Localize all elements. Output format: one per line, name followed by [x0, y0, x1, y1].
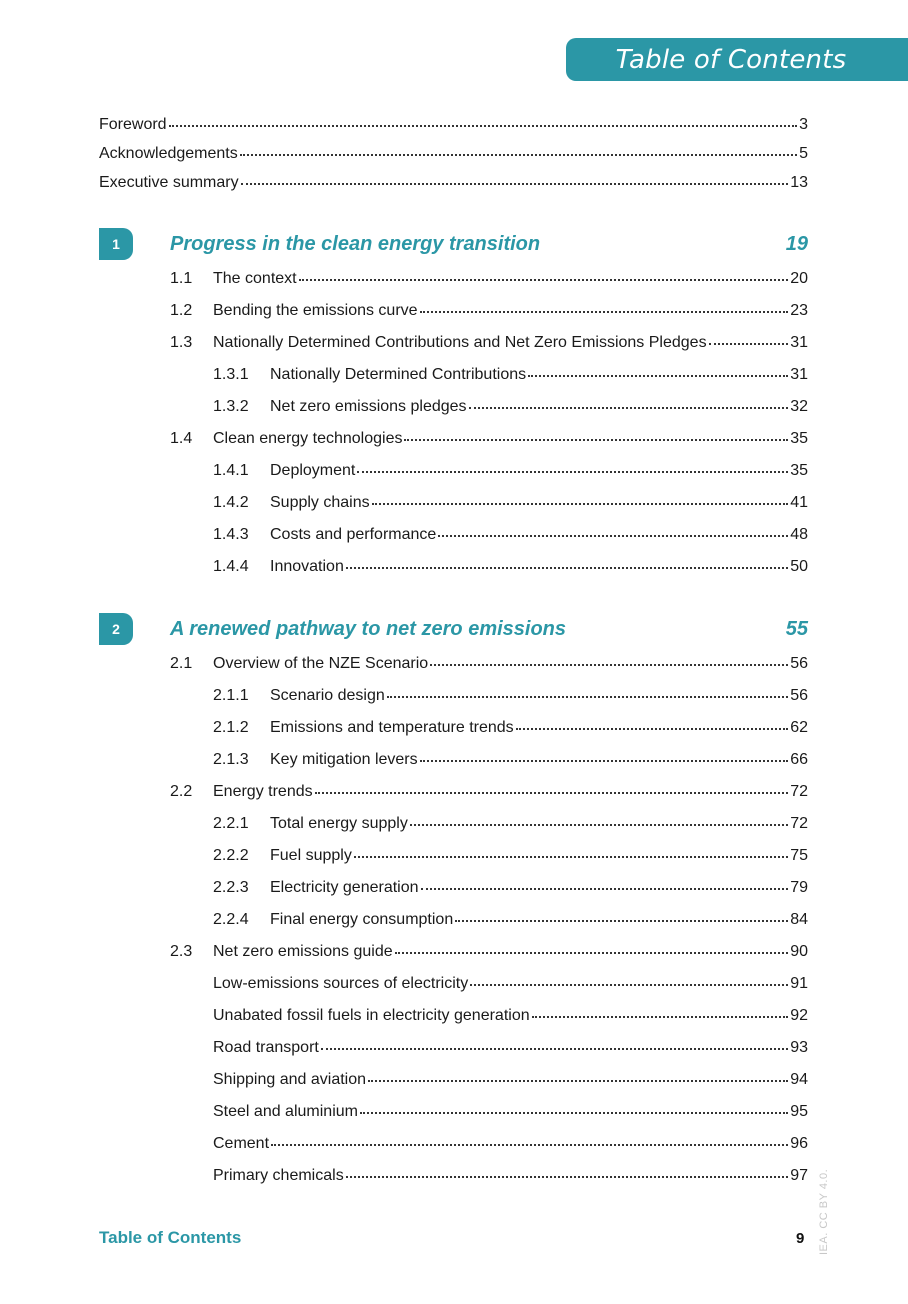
toc-front-matter-entry[interactable] — [99, 113, 808, 135]
toc-subsection-entry[interactable] — [213, 555, 808, 577]
toc-entry-page: 23 — [790, 302, 808, 319]
dot-leader — [430, 664, 788, 666]
toc-entry-number: 1.4.1 — [213, 462, 249, 479]
toc-subsection-entry[interactable] — [213, 876, 808, 898]
dot-leader — [346, 567, 788, 569]
toc-subsection-entry[interactable] — [213, 908, 808, 930]
toc-subsection-entry[interactable] — [213, 716, 808, 738]
chapter-page: 19 — [785, 232, 808, 255]
toc-entry-title: Acknowledgements — [99, 145, 238, 162]
dot-leader — [438, 535, 788, 537]
toc-entry-number: 1.4.4 — [213, 558, 249, 575]
toc-entry-number: 2.2.3 — [213, 879, 249, 896]
dot-leader — [404, 439, 788, 441]
toc-front-matter-entry[interactable] — [99, 142, 808, 164]
toc-entry-number: 1.3.2 — [213, 398, 249, 415]
toc-entry-page: 35 — [790, 462, 808, 479]
toc-entry-page: 91 — [790, 975, 808, 992]
dot-leader — [421, 888, 789, 890]
toc-entry-page: 35 — [790, 430, 808, 447]
toc-entry-number: 2.2.1 — [213, 815, 249, 832]
chapter-number: 1 — [112, 236, 120, 252]
toc-entry-number: 1.3.1 — [213, 366, 249, 383]
toc-entry-number: 2.1.1 — [213, 687, 249, 704]
chapter-page: 55 — [785, 617, 808, 640]
chapter-number-badge — [99, 613, 133, 645]
dot-leader — [354, 856, 788, 858]
toc-subsection-entry[interactable] — [213, 684, 808, 706]
toc-entry-page: 13 — [790, 174, 808, 191]
toc-entry-number: 2.1 — [170, 655, 193, 672]
toc-entry-title: Shipping and aviation — [213, 1071, 367, 1088]
dot-leader — [532, 1016, 789, 1018]
toc-section-entry[interactable] — [170, 267, 808, 289]
toc-subsection-entry[interactable] — [213, 844, 808, 866]
toc-entry-title: Final energy consumption — [270, 911, 454, 928]
toc-subsection-entry[interactable] — [213, 491, 808, 513]
toc-entry-page: 93 — [790, 1039, 808, 1056]
toc-entry-title: Supply chains — [270, 494, 370, 511]
toc-entry-page: 72 — [790, 783, 808, 800]
toc-entry-title: Fuel supply — [270, 847, 352, 864]
toc-subsection-entry[interactable] — [213, 812, 808, 834]
toc-entry-number: 1.3 — [170, 334, 193, 351]
chapter-heading[interactable] — [170, 614, 808, 644]
toc-subsection-entry[interactable] — [213, 395, 808, 417]
toc-section-entry[interactable] — [170, 940, 808, 962]
toc-entry-title: Net zero emissions pledges — [270, 398, 467, 415]
toc-entry-page: 79 — [790, 879, 808, 896]
toc-entry-page: 94 — [790, 1071, 808, 1088]
toc-entry-title: Emissions and temperature trends — [270, 719, 514, 736]
toc-entry-page: 90 — [790, 943, 808, 960]
toc-entry-number: 2.2 — [170, 783, 193, 800]
toc-entry-number: 1.4 — [170, 430, 193, 447]
toc-entry-number: 1.2 — [170, 302, 193, 319]
toc-section-entry[interactable] — [170, 652, 808, 674]
toc-section-entry[interactable] — [170, 780, 808, 802]
toc-entry-page: 62 — [790, 719, 808, 736]
toc-entry-title: Steel and aluminium — [213, 1103, 358, 1120]
toc-entry-page: 5 — [799, 145, 808, 162]
toc-entry-title: Electricity generation — [270, 879, 419, 896]
toc-entry-page: 48 — [790, 526, 808, 543]
dot-leader — [271, 1144, 788, 1146]
toc-entry-number: 2.2.2 — [213, 847, 249, 864]
toc-entry-page: 66 — [790, 751, 808, 768]
toc-entry-title: Nationally Determined Contributions — [270, 366, 527, 383]
toc-entry-title: Low-emissions sources of electricity — [213, 975, 469, 992]
toc-entry-number: 2.3 — [170, 943, 193, 960]
chapter-number-badge — [99, 228, 133, 260]
dot-leader — [299, 279, 789, 281]
toc-entry-title: Executive summary — [99, 174, 239, 191]
toc-entry-title: Energy trends — [213, 783, 313, 800]
toc-entry-title: Bending the emissions curve — [213, 302, 418, 319]
dot-leader — [360, 1112, 788, 1114]
toc-entry-page: 56 — [790, 687, 808, 704]
toc-entry-page: 31 — [790, 366, 808, 383]
toc-entry-title: Road transport — [213, 1039, 319, 1056]
toc-entry-page: 97 — [790, 1167, 808, 1184]
dot-leader — [410, 824, 788, 826]
toc-subsection-entry[interactable] — [213, 363, 808, 385]
toc-entry-title: The context — [213, 270, 297, 287]
dot-leader — [241, 183, 789, 185]
dot-leader — [368, 1080, 788, 1082]
toc-section-entry[interactable] — [170, 299, 808, 321]
license-watermark: IEA. CC BY 4.0. — [818, 1168, 830, 1255]
toc-entry-title: Clean energy technologies — [213, 430, 403, 447]
toc-entry-page: 84 — [790, 911, 808, 928]
toc-guide-entry[interactable] — [213, 1132, 808, 1154]
toc-entry-number: 2.2.4 — [213, 911, 249, 928]
toc-entry-title: Nationally Determined Contributions and Net Zero Emissions Pledges — [213, 334, 707, 351]
dot-leader — [395, 952, 789, 954]
dot-leader — [240, 154, 797, 156]
chapter-title: Progress in the clean energy transition — [170, 232, 541, 255]
dot-leader — [169, 125, 798, 127]
toc-entry-title: Total energy supply — [270, 815, 408, 832]
toc-entry-page: 31 — [790, 334, 808, 351]
toc-entry-title: Unabated fossil fuels in electricity generation — [213, 1007, 530, 1024]
toc-entry-page: 72 — [790, 815, 808, 832]
toc-entry-number: 1.4.3 — [213, 526, 249, 543]
toc-subsection-entry[interactable] — [213, 459, 808, 481]
toc-entry-title: Primary chemicals — [213, 1167, 344, 1184]
toc-guide-entry[interactable] — [213, 1164, 808, 1186]
toc-section-entry[interactable] — [170, 331, 808, 353]
toc-guide-entry[interactable] — [213, 1036, 808, 1058]
toc-entry-page: 92 — [790, 1007, 808, 1024]
toc-entry-title: Net zero emissions guide — [213, 943, 393, 960]
toc-entry-page: 96 — [790, 1135, 808, 1152]
chapter-heading[interactable] — [170, 229, 808, 259]
toc-entry-title: Key mitigation levers — [270, 751, 418, 768]
toc-subsection-entry[interactable] — [213, 523, 808, 545]
toc-entry-number: 1.4.2 — [213, 494, 249, 511]
footer-title: Table of Contents — [99, 1228, 242, 1247]
dot-leader — [346, 1176, 789, 1178]
dot-leader — [455, 920, 788, 922]
dot-leader — [321, 1048, 788, 1050]
dot-leader — [470, 984, 788, 986]
toc-entry-title: Cement — [213, 1135, 270, 1152]
dot-leader — [357, 471, 788, 473]
toc-guide-entry[interactable] — [213, 972, 808, 994]
dot-leader — [709, 343, 789, 345]
footer-page-number: 9 — [796, 1230, 805, 1247]
dot-leader — [420, 311, 789, 313]
toc-entry-page: 32 — [790, 398, 808, 415]
toc-section-entry[interactable] — [170, 427, 808, 449]
toc-entry-title: Innovation — [270, 558, 344, 575]
toc-entry-title: Foreword — [99, 116, 167, 133]
toc-guide-entry[interactable] — [213, 1004, 808, 1026]
dot-leader — [315, 792, 789, 794]
toc-front-matter-entry[interactable] — [99, 171, 808, 193]
toc-entry-title: Costs and performance — [270, 526, 437, 543]
page-title: Table of Contents — [615, 44, 847, 75]
dot-leader — [528, 375, 788, 377]
toc-guide-entry[interactable] — [213, 1100, 808, 1122]
toc-entry-page: 20 — [790, 270, 808, 287]
toc-subsection-entry[interactable] — [213, 748, 808, 770]
chapter-number: 2 — [112, 621, 120, 637]
dot-leader — [469, 407, 789, 409]
toc-guide-entry[interactable] — [213, 1068, 808, 1090]
toc-entry-title: Overview of the NZE Scenario — [213, 655, 429, 672]
dot-leader — [372, 503, 789, 505]
dot-leader — [387, 696, 788, 698]
toc-entry-page: 75 — [790, 847, 808, 864]
toc-entry-number: 1.1 — [170, 270, 193, 287]
toc-entry-page: 41 — [790, 494, 808, 511]
dot-leader — [420, 760, 789, 762]
toc-entry-page: 95 — [790, 1103, 808, 1120]
toc-entry-number: 2.1.2 — [213, 719, 249, 736]
toc-entry-number: 2.1.3 — [213, 751, 249, 768]
header-tab — [566, 38, 908, 81]
toc-entry-page: 3 — [799, 116, 808, 133]
toc-entry-page: 50 — [790, 558, 808, 575]
toc-entry-title: Deployment — [270, 462, 356, 479]
dot-leader — [516, 728, 789, 730]
toc-entry-title: Scenario design — [270, 687, 385, 704]
chapter-title: A renewed pathway to net zero emissions — [170, 617, 567, 640]
toc-entry-page: 56 — [790, 655, 808, 672]
